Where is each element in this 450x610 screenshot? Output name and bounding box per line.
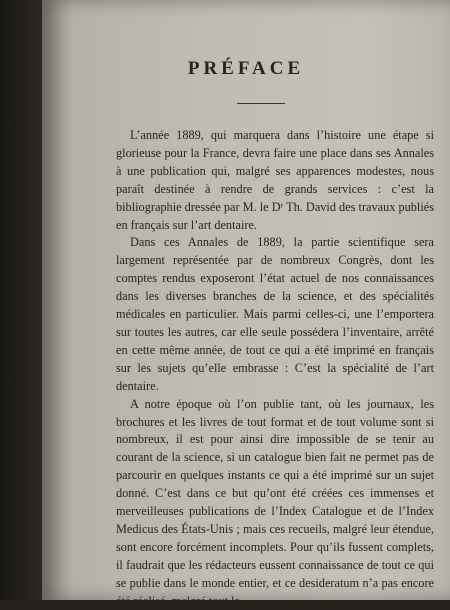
paragraph: L’année 1889, qui marquera dans l’histoire une étape si glorieuse pour la France, devra faire une place dans ses Annales à une publication qui, malgré ses apparences modestes, nous paraît destinée à rendre de grands services : c’est la bibliographie dressée par M. le Dʳ Th. David des travaux publiés en français sur l’art dentaire. [116, 128, 434, 232]
book-page [42, 0, 450, 608]
preface-body [116, 127, 434, 610]
paragraph: A notre époque où l’on publie tant, où les journaux, les brochures et les livres de tout format et de tout volume sont si nombreux, il est pour ainsi dire impossible de se tenir au courant de la science, si un catalogue bien fait ne permet pas de parcourir en quelques instants ce qui a été imprimé sur un sujet donné. C’est dans ce but qu’ont été créées ces immenses et merveilleuses publications de l’Index Catalogue et de l’Index Medicus des États-Unis ; mais ces recueils, malgré leur étendue, sont encore forcément incomplets. Pour qu’ils fussent complets, il faudrait que les rédacteurs eussent connaissance de tout ce qui se publie dans le monde entier, et ce desideratum n’a pas encore été réalisé, malgré tout le [116, 396, 434, 608]
page-title: PRÉFACE [187, 58, 305, 79]
paragraph: Dans ces Annales de 1889, la partie scientifique sera largement représentée par de nombreux Congrès, dont les comptes rendus exposeront l’état actuel de nos connaissances dans les diverses branches de la science, et des spécialités médicales en particulier. Mais parmi celles-ci, une l’emportera sur toutes les autres, car elle seule possédera l’inventaire, arrêté en cette même année, de tout ce qui a été imprimé en français sur les sujets qu’elle embrasse : C’est la spécialité de l’art dentaire. [116, 235, 434, 393]
title-divider [237, 103, 285, 104]
